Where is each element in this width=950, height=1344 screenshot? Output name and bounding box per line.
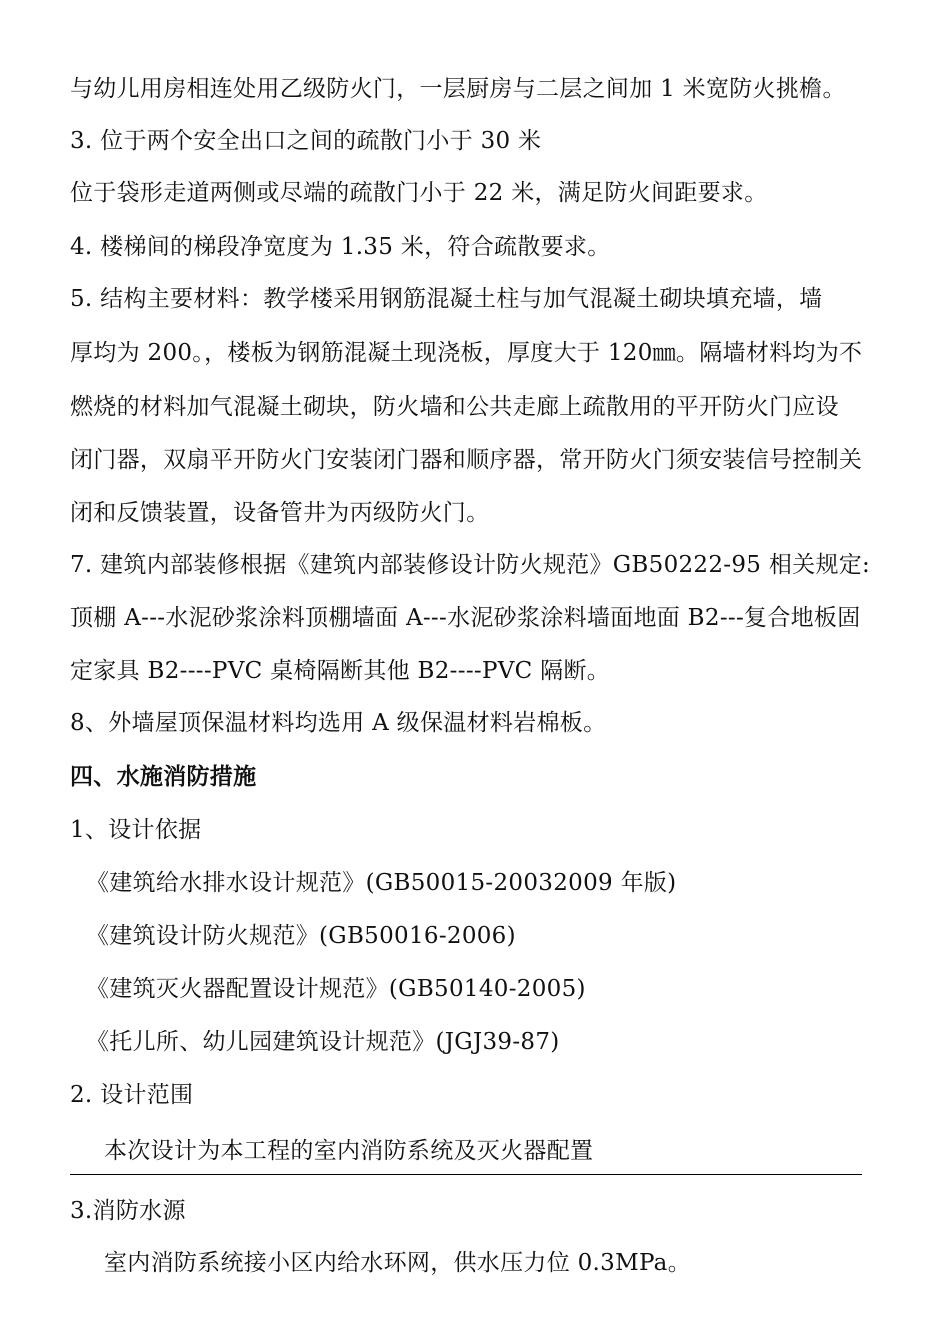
reference-item: 《托儿所、幼儿园建筑设计规范》(JGJ39-87) (86, 1029, 560, 1055)
paragraph-line: 闭和反馈装置，设备管井为丙级防火门。 (70, 500, 490, 526)
list-item-7: 7. 建筑内部装修根据《建筑内部装修设计防火规范》GB50222-95 相关规定: (70, 552, 871, 578)
list-item-5: 5. 结构主要材料：教学楼采用钢筋混凝土柱与加气混凝土砌块填充墙，墙 (70, 286, 823, 312)
paragraph-line: 闭门器，双扇平开防火门安装闭门器和顺序器，常开防火门须安装信号控制关 (70, 447, 863, 473)
list-item-3: 3. 位于两个安全出口之间的疏散门小于 30 米 (70, 128, 542, 154)
reference-item: 《建筑灭火器配置设计规范》(GB50140-2005) (86, 976, 586, 1002)
paragraph-line: 厚均为 200。，楼板为钢筋混凝土现浇板，厚度大于 120㎜。隔墙材料均为不 (70, 340, 863, 366)
reference-item: 《建筑设计防火规范》(GB50016-2006) (86, 923, 516, 949)
paragraph-line: 顶棚 A---水泥砂浆涂料顶棚墙面 A---水泥砂浆涂料墙面地面 B2---复合地板固 (70, 605, 861, 631)
paragraph-line: 室内消防系统接小区内给水环网，供水压力位 0.3MPa。 (104, 1250, 691, 1276)
paragraph-line: 定家具 B2----PVC 桌椅隔断其他 B2----PVC 隔断。 (70, 658, 611, 684)
paragraph-line: 位于袋形走道两侧或尽端的疏散门小于 22 米，满足防火间距要求。 (70, 180, 768, 206)
subsection-heading: 2. 设计范围 (70, 1082, 194, 1108)
list-item-8: 8、外墙屋顶保温材料均选用 A 级保温材料岩棉板。 (70, 710, 607, 736)
paragraph-line: 与幼儿用房相连处用乙级防火门，一层厨房与二层之间加 1 米宽防火挑檐。 (70, 76, 846, 102)
paragraph-line: 本次设计为本工程的室内消防系统及灭火器配置 (104, 1138, 594, 1164)
divider-line (70, 1174, 862, 1175)
list-item-4: 4. 楼梯间的梯段净宽度为 1.35 米，符合疏散要求。 (70, 234, 611, 260)
section-heading: 四、水施消防措施 (70, 763, 257, 790)
subsection-heading: 1、设计依据 (70, 817, 202, 843)
reference-item: 《建筑给水排水设计规范》(GB50015-20032009 年版) (86, 870, 677, 896)
subsection-heading: 3.消防水源 (70, 1198, 186, 1224)
paragraph-line: 燃烧的材料加气混凝土砌块，防火墙和公共走廊上疏散用的平开防火门应设 (70, 394, 839, 420)
